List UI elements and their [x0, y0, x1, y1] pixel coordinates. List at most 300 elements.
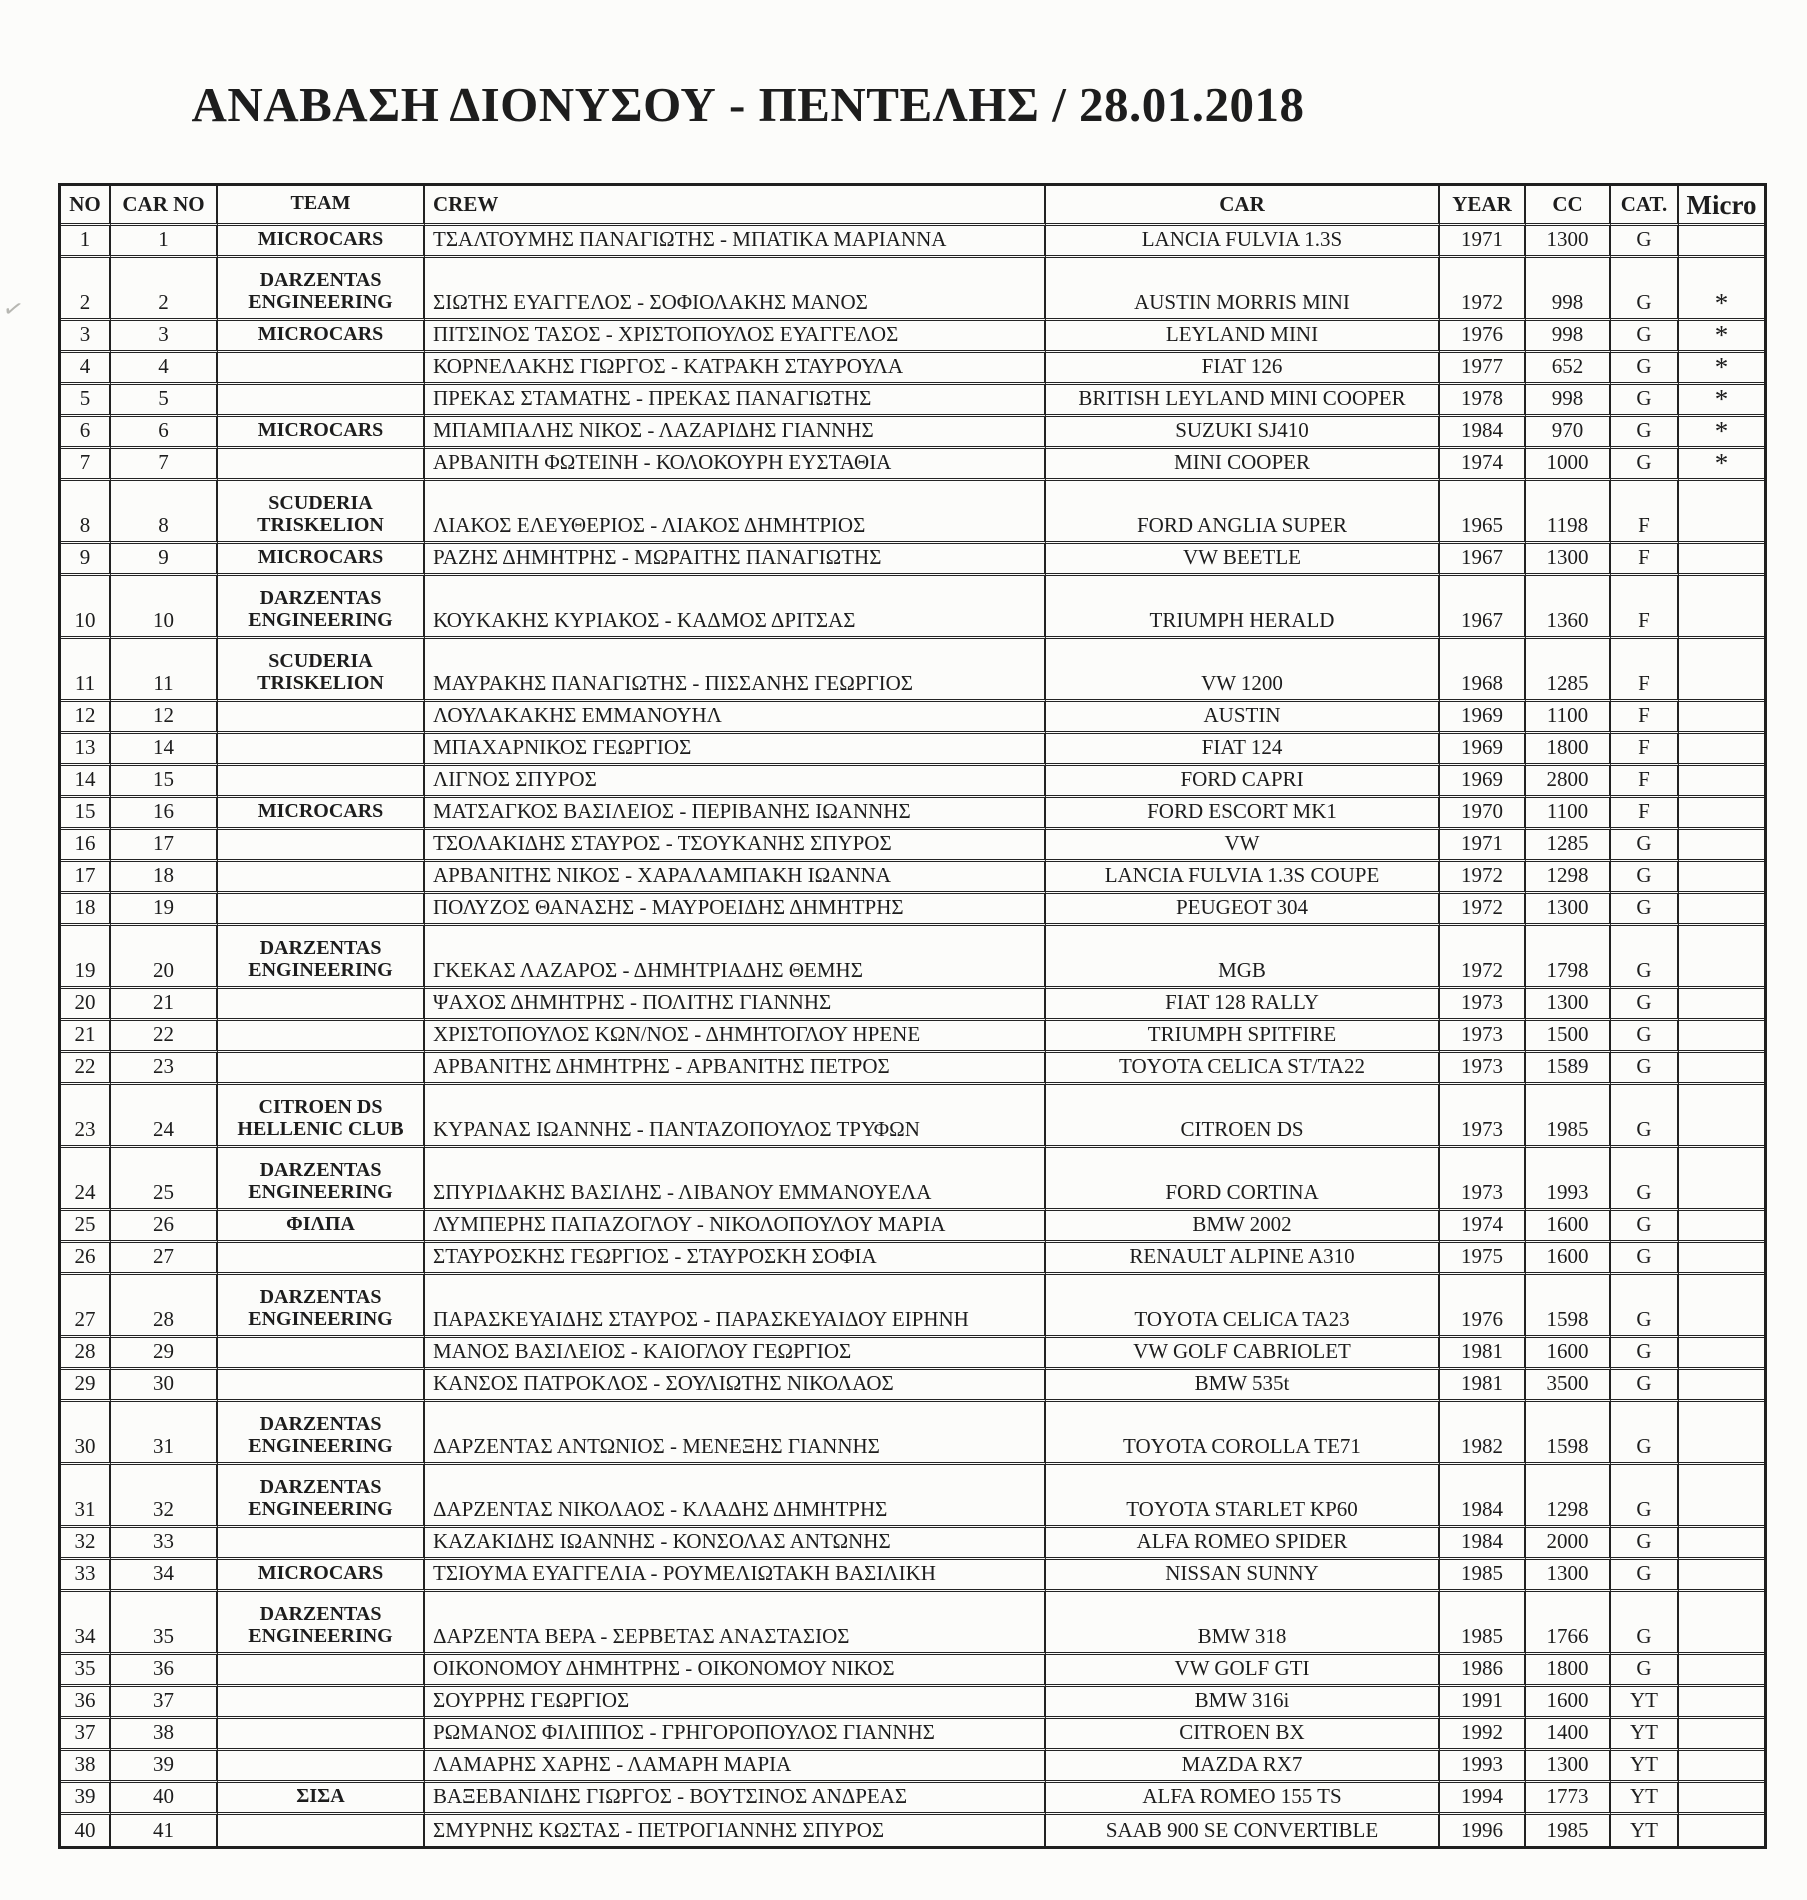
table-row — [61, 544, 1764, 576]
cell-cc: 1300 — [1526, 989, 1611, 1021]
cell-team: MICROCARS — [218, 321, 425, 353]
table-row — [61, 1402, 1764, 1465]
table-row — [61, 766, 1764, 798]
cell-crew: ΤΣΟΛΑΚΙΔΗΣ ΣΤΑΥΡΟΣ - ΤΣΟΥΚΑΝΗΣ ΣΠΥΡΟΣ — [425, 830, 1046, 862]
pencil-mark: ✓ — [0, 294, 26, 326]
cell-cat: G — [1611, 1528, 1679, 1560]
cell-car: TRIUMPH SPITFIRE — [1046, 1021, 1440, 1053]
cell-car-no: 7 — [111, 449, 218, 481]
table-row — [61, 1465, 1764, 1528]
cell-crew: ΑΡΒΑΝΙΤΗΣ ΝΙΚΟΣ - ΧΑΡΑΛΑΜΠΑΚΗ ΙΩΑΝΝΑ — [425, 862, 1046, 894]
cell-car: BMW 316i — [1046, 1687, 1440, 1719]
cell-team — [218, 353, 425, 385]
table-row — [61, 1148, 1764, 1211]
table-row — [61, 576, 1764, 639]
cell-no: 28 — [61, 1338, 111, 1370]
cell-year: 1973 — [1440, 1085, 1526, 1148]
cell-cc: 1600 — [1526, 1338, 1611, 1370]
cell-cc: 1300 — [1526, 894, 1611, 926]
cell-year: 1992 — [1440, 1719, 1526, 1751]
cell-car-no: 15 — [111, 766, 218, 798]
cell-no: 33 — [61, 1560, 111, 1592]
cell-cc: 1598 — [1526, 1275, 1611, 1338]
cell-cc: 2800 — [1526, 766, 1611, 798]
cell-year: 1969 — [1440, 702, 1526, 734]
cell-micro — [1679, 1053, 1764, 1085]
cell-car: LANCIA FULVIA 1.3S COUPE — [1046, 862, 1440, 894]
cell-car: VW — [1046, 830, 1440, 862]
cell-team: DARZENTAS ENGINEERING — [218, 926, 425, 989]
table-row — [61, 417, 1764, 449]
cell-micro — [1679, 1465, 1764, 1528]
cell-team — [218, 989, 425, 1021]
cell-no: 16 — [61, 830, 111, 862]
cell-cat: YT — [1611, 1783, 1679, 1815]
cell-cc: 1589 — [1526, 1053, 1611, 1085]
cell-cc: 998 — [1526, 321, 1611, 353]
cell-car: BMW 535t — [1046, 1370, 1440, 1402]
cell-year: 1972 — [1440, 258, 1526, 321]
cell-team: MICROCARS — [218, 226, 425, 258]
cell-cc: 1300 — [1526, 1751, 1611, 1783]
table-row — [61, 1528, 1764, 1560]
cell-micro — [1679, 226, 1764, 258]
cell-car: FIAT 126 — [1046, 353, 1440, 385]
cell-cat: G — [1611, 1148, 1679, 1211]
cell-team: SCUDERIA TRISKELION — [218, 481, 425, 544]
cell-car-no: 30 — [111, 1370, 218, 1402]
cell-no: 4 — [61, 353, 111, 385]
cell-car: CITROEN BX — [1046, 1719, 1440, 1751]
cell-crew: ΔΑΡΖΕΝΤΑ ΒΕΡΑ - ΣΕΡΒΕΤΑΣ ΑΝΑΣΤΑΣΙΟΣ — [425, 1592, 1046, 1655]
cell-cc: 1798 — [1526, 926, 1611, 989]
cell-micro — [1679, 1021, 1764, 1053]
cell-car: TOYOTA COROLLA TE71 — [1046, 1402, 1440, 1465]
cell-crew: ΓΚΕΚΑΣ ΛΑΖΑΡΟΣ - ΔΗΜΗΤΡΙΑΔΗΣ ΘΕΜΗΣ — [425, 926, 1046, 989]
cell-cat: G — [1611, 1275, 1679, 1338]
table-header-row — [61, 186, 1764, 226]
cell-micro: * — [1679, 449, 1764, 481]
cell-car: MGB — [1046, 926, 1440, 989]
cell-cc: 1600 — [1526, 1211, 1611, 1243]
cell-crew: ΜΠΑΧΑΡΝΙΚΟΣ ΓΕΩΡΓΙΟΣ — [425, 734, 1046, 766]
cell-team — [218, 862, 425, 894]
cell-car: RENAULT ALPINE A310 — [1046, 1243, 1440, 1275]
cell-team — [218, 734, 425, 766]
cell-year: 1968 — [1440, 639, 1526, 702]
cell-car: FORD CAPRI — [1046, 766, 1440, 798]
cell-year: 1967 — [1440, 544, 1526, 576]
cell-no: 22 — [61, 1053, 111, 1085]
cell-crew: ΠΙΤΣΙΝΟΣ ΤΑΣΟΣ - ΧΡΙΣΤΟΠΟΥΛΟΣ ΕΥΑΓΓΕΛΟΣ — [425, 321, 1046, 353]
cell-car: VW 1200 — [1046, 639, 1440, 702]
cell-year: 1981 — [1440, 1370, 1526, 1402]
cell-no: 14 — [61, 766, 111, 798]
table-row — [61, 1370, 1764, 1402]
cell-cat: G — [1611, 226, 1679, 258]
cell-no: 15 — [61, 798, 111, 830]
cell-cc: 1766 — [1526, 1592, 1611, 1655]
cell-team — [218, 702, 425, 734]
page-title: ΑΝΑΒΑΣΗ ΔΙΟΝΥΣΟΥ - ΠΕΝΤΕΛΗΣ / 28.01.2018 — [191, 77, 1305, 132]
cell-no: 7 — [61, 449, 111, 481]
cell-year: 1984 — [1440, 1465, 1526, 1528]
cell-car-no: 37 — [111, 1687, 218, 1719]
cell-cc: 1500 — [1526, 1021, 1611, 1053]
cell-micro — [1679, 1687, 1764, 1719]
cell-cc: 652 — [1526, 353, 1611, 385]
cell-car: ALFA ROMEO 155 TS — [1046, 1783, 1440, 1815]
cell-cat: G — [1611, 353, 1679, 385]
cell-year: 1994 — [1440, 1783, 1526, 1815]
column-header-year: YEAR — [1440, 186, 1526, 226]
cell-micro — [1679, 830, 1764, 862]
cell-cat: G — [1611, 1370, 1679, 1402]
cell-no: 2 — [61, 258, 111, 321]
cell-micro — [1679, 1275, 1764, 1338]
cell-car: FORD ANGLIA SUPER — [1046, 481, 1440, 544]
cell-year: 1991 — [1440, 1687, 1526, 1719]
cell-car-no: 40 — [111, 1783, 218, 1815]
cell-car-no: 25 — [111, 1148, 218, 1211]
cell-no: 21 — [61, 1021, 111, 1053]
cell-car: TOYOTA CELICA ST/TA22 — [1046, 1053, 1440, 1085]
cell-car: SUZUKI SJ410 — [1046, 417, 1440, 449]
cell-cc: 1360 — [1526, 576, 1611, 639]
cell-car-no: 36 — [111, 1655, 218, 1687]
column-header-cat: CAT. — [1611, 186, 1679, 226]
cell-cat: YT — [1611, 1719, 1679, 1751]
table-row — [61, 1751, 1764, 1783]
cell-team — [218, 1243, 425, 1275]
cell-car-no: 17 — [111, 830, 218, 862]
cell-crew: ΚΥΡΑΝΑΣ ΙΩΑΝΝΗΣ - ΠΑΝΤΑΖΟΠΟΥΛΟΣ ΤΡΥΦΩΝ — [425, 1085, 1046, 1148]
table-row — [61, 862, 1764, 894]
column-header-no: NO — [61, 186, 111, 226]
cell-year: 1972 — [1440, 926, 1526, 989]
cell-car-no: 39 — [111, 1751, 218, 1783]
cell-year: 1986 — [1440, 1655, 1526, 1687]
cell-no: 1 — [61, 226, 111, 258]
cell-cat: G — [1611, 1655, 1679, 1687]
cell-year: 1985 — [1440, 1560, 1526, 1592]
cell-car-no: 16 — [111, 798, 218, 830]
table-row — [61, 734, 1764, 766]
cell-year: 1974 — [1440, 449, 1526, 481]
cell-micro — [1679, 576, 1764, 639]
cell-cat: G — [1611, 449, 1679, 481]
cell-car: VW GOLF GTI — [1046, 1655, 1440, 1687]
cell-no: 11 — [61, 639, 111, 702]
cell-cc: 1100 — [1526, 798, 1611, 830]
cell-car: VW BEETLE — [1046, 544, 1440, 576]
cell-cat: F — [1611, 766, 1679, 798]
cell-team: DARZENTAS ENGINEERING — [218, 258, 425, 321]
cell-crew: ΜΑΝΟΣ ΒΑΣΙΛΕΙΟΣ - ΚΑΙΟΓΛΟΥ ΓΕΩΡΓΙΟΣ — [425, 1338, 1046, 1370]
cell-crew: ΔΑΡΖΕΝΤΑΣ ΑΝΤΩΝΙΟΣ - ΜΕΝΕΞΗΣ ΓΙΑΝΝΗΣ — [425, 1402, 1046, 1465]
table-row — [61, 1338, 1764, 1370]
table-row — [61, 830, 1764, 862]
cell-cc: 1598 — [1526, 1402, 1611, 1465]
cell-cc: 970 — [1526, 417, 1611, 449]
cell-car-no: 28 — [111, 1275, 218, 1338]
cell-cc: 1300 — [1526, 544, 1611, 576]
cell-cc: 1298 — [1526, 862, 1611, 894]
cell-crew: ΡΑΖΗΣ ΔΗΜΗΤΡΗΣ - ΜΩΡΑΙΤΗΣ ΠΑΝΑΓΙΩΤΗΣ — [425, 544, 1046, 576]
cell-no: 39 — [61, 1783, 111, 1815]
cell-cc: 1300 — [1526, 1560, 1611, 1592]
cell-cat: G — [1611, 1021, 1679, 1053]
cell-no: 40 — [61, 1815, 111, 1846]
cell-car-no: 9 — [111, 544, 218, 576]
cell-team — [218, 1655, 425, 1687]
cell-year: 1971 — [1440, 830, 1526, 862]
cell-micro — [1679, 862, 1764, 894]
cell-cc: 1298 — [1526, 1465, 1611, 1528]
cell-year: 1993 — [1440, 1751, 1526, 1783]
cell-cat: G — [1611, 385, 1679, 417]
cell-micro: * — [1679, 417, 1764, 449]
cell-crew: ΣΜΥΡΝΗΣ ΚΩΣΤΑΣ - ΠΕΤΡΟΓΙΑΝΝΗΣ ΣΠΥΡΟΣ — [425, 1815, 1046, 1846]
cell-cat: YT — [1611, 1815, 1679, 1846]
cell-no: 6 — [61, 417, 111, 449]
cell-cc: 1285 — [1526, 830, 1611, 862]
cell-car: FIAT 124 — [1046, 734, 1440, 766]
cell-cat: G — [1611, 830, 1679, 862]
cell-cc: 1993 — [1526, 1148, 1611, 1211]
cell-micro — [1679, 894, 1764, 926]
cell-no: 26 — [61, 1243, 111, 1275]
cell-crew: ΣΙΩΤΗΣ ΕΥΑΓΓΕΛΟΣ - ΣΟΦΙΟΛΑΚΗΣ ΜΑΝΟΣ — [425, 258, 1046, 321]
cell-car-no: 27 — [111, 1243, 218, 1275]
cell-crew: ΔΑΡΖΕΝΤΑΣ ΝΙΚΟΛΑΟΣ - ΚΛΑΔΗΣ ΔΗΜΗΤΡΗΣ — [425, 1465, 1046, 1528]
cell-crew: ΤΣΑΛΤΟΥΜΗΣ ΠΑΝΑΓΙΩΤΗΣ - ΜΠΑΤΙΚΑ ΜΑΡΙΑΝΝΑ — [425, 226, 1046, 258]
cell-car: LANCIA FULVIA 1.3S — [1046, 226, 1440, 258]
table-row — [61, 353, 1764, 385]
cell-car-no: 38 — [111, 1719, 218, 1751]
cell-team: DARZENTAS ENGINEERING — [218, 1465, 425, 1528]
cell-crew: ΛΑΜΑΡΗΣ ΧΑΡΗΣ - ΛΑΜΑΡΗ ΜΑΡΙΑ — [425, 1751, 1046, 1783]
cell-car: TRIUMPH HERALD — [1046, 576, 1440, 639]
cell-crew: ΣΠΥΡΙΔΑΚΗΣ ΒΑΣΙΛΗΣ - ΛΙΒΑΝΟΥ ΕΜΜΑΝΟΥΕΛΑ — [425, 1148, 1046, 1211]
cell-car-no: 14 — [111, 734, 218, 766]
column-header-micro: Micro — [1679, 186, 1764, 226]
cell-micro — [1679, 1148, 1764, 1211]
cell-car-no: 33 — [111, 1528, 218, 1560]
cell-year: 1971 — [1440, 226, 1526, 258]
cell-no: 17 — [61, 862, 111, 894]
cell-crew: ΚΑΝΣΟΣ ΠΑΤΡΟΚΛΟΣ - ΣΟΥΛΙΩΤΗΣ ΝΙΚΟΛΑΟΣ — [425, 1370, 1046, 1402]
cell-cat: G — [1611, 1085, 1679, 1148]
cell-crew: ΜΑΤΣΑΓΚΟΣ ΒΑΣΙΛΕΙΟΣ - ΠΕΡΙΒΑΝΗΣ ΙΩΑΝΝΗΣ — [425, 798, 1046, 830]
table-row — [61, 1783, 1764, 1815]
cell-no: 19 — [61, 926, 111, 989]
column-header-car-no: CAR NO — [111, 186, 218, 226]
table-row — [61, 481, 1764, 544]
cell-no: 35 — [61, 1655, 111, 1687]
cell-no: 9 — [61, 544, 111, 576]
table-header — [61, 186, 1764, 226]
cell-team: DARZENTAS ENGINEERING — [218, 1402, 425, 1465]
table-row — [61, 1021, 1764, 1053]
cell-car: MAZDA RX7 — [1046, 1751, 1440, 1783]
cell-micro — [1679, 702, 1764, 734]
column-header-cc: CC — [1526, 186, 1611, 226]
cell-cc: 3500 — [1526, 1370, 1611, 1402]
cell-cat: G — [1611, 417, 1679, 449]
cell-micro — [1679, 766, 1764, 798]
cell-car-no: 11 — [111, 639, 218, 702]
cell-micro — [1679, 1528, 1764, 1560]
cell-crew: ΚΟΡΝΕΛΑΚΗΣ ΓΙΩΡΓΟΣ - ΚΑΤΡΑΚΗ ΣΤΑΥΡΟΥΛΑ — [425, 353, 1046, 385]
cell-cat: G — [1611, 258, 1679, 321]
cell-cat: G — [1611, 321, 1679, 353]
cell-team — [218, 830, 425, 862]
cell-team — [218, 1719, 425, 1751]
cell-cat: YT — [1611, 1687, 1679, 1719]
cell-cc: 1285 — [1526, 639, 1611, 702]
cell-team: DARZENTAS ENGINEERING — [218, 1275, 425, 1338]
cell-micro — [1679, 1370, 1764, 1402]
cell-year: 1969 — [1440, 734, 1526, 766]
cell-car-no: 2 — [111, 258, 218, 321]
cell-team: DARZENTAS ENGINEERING — [218, 1148, 425, 1211]
cell-crew: ΣΟΥΡΡΗΣ ΓΕΩΡΓΙΟΣ — [425, 1687, 1046, 1719]
cell-car: VW GOLF CABRIOLET — [1046, 1338, 1440, 1370]
cell-year: 1975 — [1440, 1243, 1526, 1275]
cell-year: 1974 — [1440, 1211, 1526, 1243]
cell-crew: ΠΑΡΑΣΚΕΥΑΙΔΗΣ ΣΤΑΥΡΟΣ - ΠΑΡΑΣΚΕΥΑΙΔΟΥ ΕΙΡΗΝΗ — [425, 1275, 1046, 1338]
cell-cat: F — [1611, 576, 1679, 639]
table-row — [61, 1243, 1764, 1275]
cell-team: DARZENTAS ENGINEERING — [218, 576, 425, 639]
cell-micro — [1679, 1655, 1764, 1687]
cell-cat: G — [1611, 894, 1679, 926]
cell-cc: 1985 — [1526, 1085, 1611, 1148]
table-row — [61, 1592, 1764, 1655]
cell-team: MICROCARS — [218, 544, 425, 576]
cell-micro — [1679, 798, 1764, 830]
cell-cc: 1800 — [1526, 1655, 1611, 1687]
cell-car-no: 1 — [111, 226, 218, 258]
cell-no: 10 — [61, 576, 111, 639]
cell-no: 27 — [61, 1275, 111, 1338]
cell-car-no: 24 — [111, 1085, 218, 1148]
table-row — [61, 449, 1764, 481]
cell-car-no: 3 — [111, 321, 218, 353]
cell-year: 1996 — [1440, 1815, 1526, 1846]
cell-crew: ΨΑΧΟΣ ΔΗΜΗΤΡΗΣ - ΠΟΛΙΤΗΣ ΓΙΑΝΝΗΣ — [425, 989, 1046, 1021]
cell-cat: G — [1611, 1592, 1679, 1655]
cell-car-no: 35 — [111, 1592, 218, 1655]
cell-cat: G — [1611, 989, 1679, 1021]
cell-cc: 998 — [1526, 385, 1611, 417]
cell-micro — [1679, 1560, 1764, 1592]
table-row — [61, 1719, 1764, 1751]
cell-crew: ΑΡΒΑΝΙΤΗ ΦΩΤΕΙΝΗ - ΚΟΛΟΚΟΥΡΗ ΕΥΣΤΑΘΙΑ — [425, 449, 1046, 481]
cell-car-no: 18 — [111, 862, 218, 894]
cell-no: 31 — [61, 1465, 111, 1528]
cell-micro — [1679, 1751, 1764, 1783]
cell-cc: 1400 — [1526, 1719, 1611, 1751]
cell-car: AUSTIN MORRIS MINI — [1046, 258, 1440, 321]
cell-car: BMW 318 — [1046, 1592, 1440, 1655]
cell-crew: ΧΡΙΣΤΟΠΟΥΛΟΣ ΚΩΝ/ΝΟΣ - ΔΗΜΗΤΟΓΛΟΥ ΗΡΕΝΕ — [425, 1021, 1046, 1053]
table-row — [61, 1560, 1764, 1592]
cell-car-no: 31 — [111, 1402, 218, 1465]
cell-car: PEUGEOT 304 — [1046, 894, 1440, 926]
cell-micro — [1679, 1243, 1764, 1275]
cell-car-no: 29 — [111, 1338, 218, 1370]
cell-no: 24 — [61, 1148, 111, 1211]
cell-no: 12 — [61, 702, 111, 734]
cell-year: 1981 — [1440, 1338, 1526, 1370]
cell-car-no: 41 — [111, 1815, 218, 1846]
table-row — [61, 1687, 1764, 1719]
cell-car-no: 8 — [111, 481, 218, 544]
cell-team: SCUDERIA TRISKELION — [218, 639, 425, 702]
table-row — [61, 385, 1764, 417]
cell-micro: * — [1679, 258, 1764, 321]
cell-year: 1977 — [1440, 353, 1526, 385]
table-row — [61, 1815, 1764, 1846]
cell-cc: 2000 — [1526, 1528, 1611, 1560]
cell-no: 37 — [61, 1719, 111, 1751]
cell-car: ALFA ROMEO SPIDER — [1046, 1528, 1440, 1560]
cell-car-no: 34 — [111, 1560, 218, 1592]
cell-micro — [1679, 734, 1764, 766]
cell-micro — [1679, 1085, 1764, 1148]
cell-team — [218, 766, 425, 798]
table-body — [61, 226, 1764, 1846]
cell-micro — [1679, 1592, 1764, 1655]
cell-team: ΦΙΛΠΑ — [218, 1211, 425, 1243]
cell-cat: F — [1611, 734, 1679, 766]
table-row — [61, 926, 1764, 989]
cell-team: CITROEN DS HELLENIC CLUB — [218, 1085, 425, 1148]
cell-crew: ΤΣΙΟΥΜΑ ΕΥΑΓΓΕΛΙΑ - ΡΟΥΜΕΛΙΩΤΑΚΗ ΒΑΣΙΛΙΚΗ — [425, 1560, 1046, 1592]
cell-micro: * — [1679, 385, 1764, 417]
cell-car-no: 23 — [111, 1053, 218, 1085]
cell-no: 23 — [61, 1085, 111, 1148]
table-row — [61, 1275, 1764, 1338]
cell-year: 1973 — [1440, 1148, 1526, 1211]
cell-crew: ΛΙΑΚΟΣ ΕΛΕΥΘΕΡΙΟΣ - ΛΙΑΚΟΣ ΔΗΜΗΤΡΙΟΣ — [425, 481, 1046, 544]
cell-micro: * — [1679, 353, 1764, 385]
cell-team — [218, 1687, 425, 1719]
cell-cc: 1600 — [1526, 1687, 1611, 1719]
cell-team: MICROCARS — [218, 417, 425, 449]
cell-team — [218, 1528, 425, 1560]
cell-cat: G — [1611, 862, 1679, 894]
table-row — [61, 989, 1764, 1021]
cell-year: 1973 — [1440, 989, 1526, 1021]
cell-no: 29 — [61, 1370, 111, 1402]
cell-car: FIAT 128 RALLY — [1046, 989, 1440, 1021]
cell-no: 18 — [61, 894, 111, 926]
cell-cat: G — [1611, 1465, 1679, 1528]
cell-crew: ΠΟΛΥΖΟΣ ΘΑΝΑΣΗΣ - ΜΑΥΡΟΕΙΔΗΣ ΔΗΜΗΤΡΗΣ — [425, 894, 1046, 926]
cell-no: 25 — [61, 1211, 111, 1243]
cell-cc: 1800 — [1526, 734, 1611, 766]
cell-micro — [1679, 1719, 1764, 1751]
cell-car-no: 10 — [111, 576, 218, 639]
cell-car: BRITISH LEYLAND MINI COOPER — [1046, 385, 1440, 417]
cell-cat: F — [1611, 702, 1679, 734]
cell-year: 1982 — [1440, 1402, 1526, 1465]
cell-car-no: 20 — [111, 926, 218, 989]
cell-micro — [1679, 926, 1764, 989]
